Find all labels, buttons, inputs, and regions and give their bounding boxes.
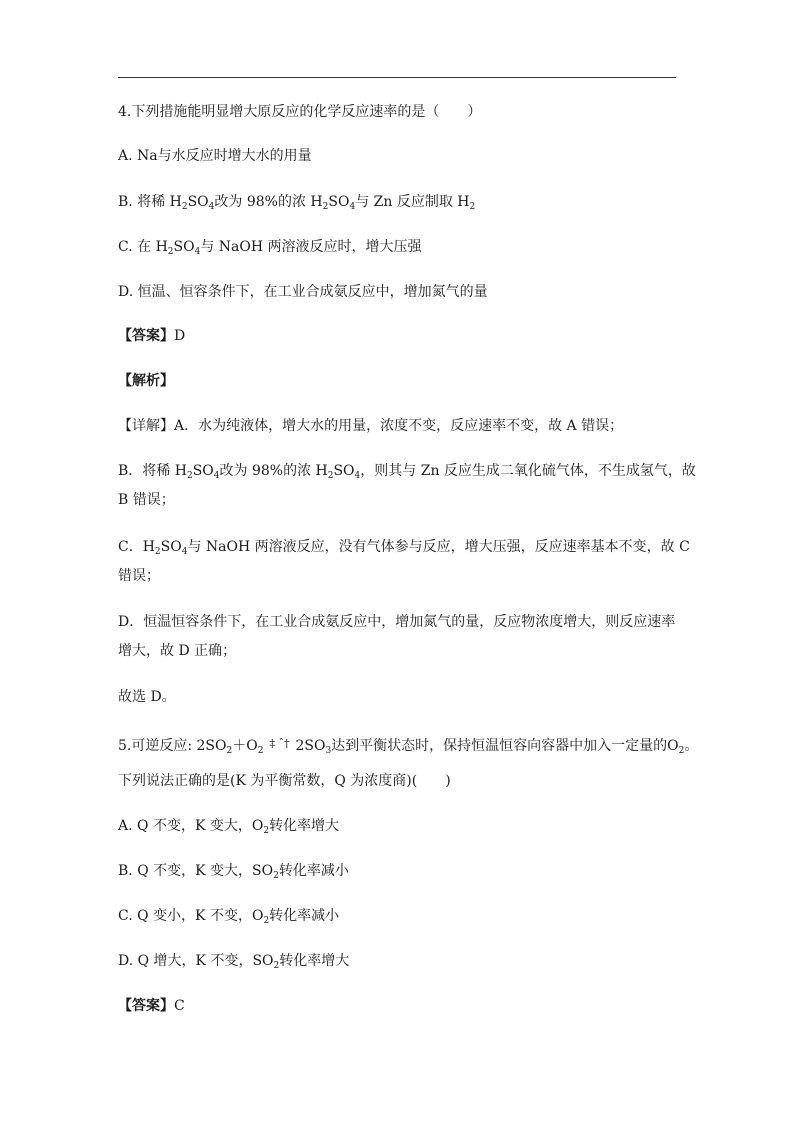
q4-analysis-heading: 【解析】 — [118, 373, 174, 389]
q4-stem: 4.下列措施能明显增大原反应的化学反应速率的是（ ） — [118, 104, 482, 120]
q5-option-a: A. Q 不变，K 变大，$O_2$转化率增大 — [118, 818, 340, 836]
q4-detail-a: 【详解】A．水为纯液体，增大水的用量，浓度不变，反应速率不变，故 A 错误； — [118, 418, 624, 434]
q5-stem: 5.可逆反应: $2SO_2+O_2\ddagger$ ˆ† $2SO_3$达到平衡状态时，保持恒温恒容向容器中加入一定量的$O_2$。 — [118, 734, 698, 756]
q5-option-b: B. Q 不变，K 变大，$SO_2$转化率减小 — [118, 863, 349, 881]
q4-detail-b-line2: B 错误； — [118, 492, 175, 508]
q4-option-b: B. 将稀 $H_2SO_4$改为 98%的浓 $H_2SO_4$与 Zn 反应制取 $H_2$ — [118, 194, 476, 212]
equilibrium-arrow-icon: ‡ ˆ† — [269, 737, 290, 750]
q5-answer: 【答案】C — [118, 998, 185, 1014]
q4-detail-b-line1: B．将稀 $H_2SO_4$改为 98%的浓 $H_2SO_4$，则其与 Zn 反应生成二氧化硫气体，不生成氢气，故 — [118, 463, 696, 481]
q4-conclusion: 故选 D。 — [118, 689, 176, 705]
q4-answer: 【答案】D — [118, 328, 186, 344]
q5-stem-line2: 下列说法正确的是(K 为平衡常数，Q 为浓度商)( ) — [118, 773, 451, 789]
q4-option-a: A. Na与水反应时增大水的用量 — [118, 148, 312, 164]
q4-option-d: D. 恒温、恒容条件下，在工业合成氨反应中，增加氮气的量 — [118, 284, 488, 300]
q5-option-c: C. Q 变小，K 不变，$O_2$转化率减小 — [118, 908, 340, 926]
q4-detail-d-line1: D．恒温恒容条件下，在工业合成氨反应中，增加氮气的量，反应物浓度增大，则反应速率 — [118, 614, 676, 630]
q4-detail-c-line1: C．$H_2SO_4$与 NaOH 两溶液反应，没有气体参与反应，增大压强，反应速率基本不变，故 C — [118, 539, 690, 557]
header-rule — [118, 77, 676, 78]
q4-detail-c-line2: 错误； — [118, 568, 160, 584]
q5-option-d: D. Q 增大，K 不变，$SO_2$转化率增大 — [118, 953, 350, 971]
q4-detail-d-line2: 增大，故 D 正确； — [118, 643, 237, 659]
q4-option-c: C. 在 $H_2SO_4$与 NaOH 两溶液反应时，增大压强 — [118, 239, 422, 257]
